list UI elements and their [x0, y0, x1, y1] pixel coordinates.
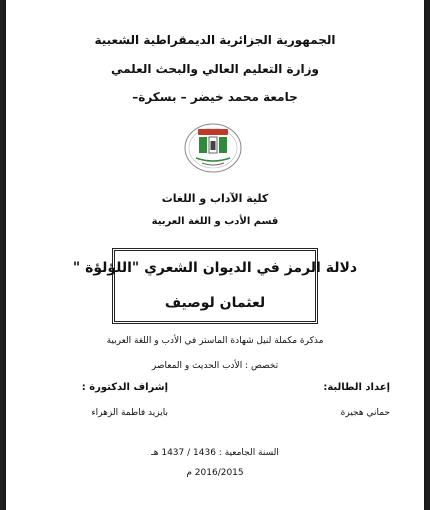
thesis-title-line2: لعثمان لوصيف [164, 295, 266, 311]
supervisor-label: إشراف الدكتورة : [81, 382, 168, 393]
thesis-description: مذكرة مكملة لنيل شهادة الماستر في الأدب و اللغة العربية [106, 336, 324, 346]
thesis-title-line1: دلالة الرمز في الديوان الشعري "اللؤلؤة " [72, 260, 358, 276]
faculty-name: كلية الآداب و اللغات [161, 192, 269, 205]
student-name: حماني هجيرة [340, 408, 390, 418]
ministry-heading: وزارة التعليم العالي والبحث العلمي [110, 62, 320, 76]
document-page [6, 0, 424, 510]
university-logo [182, 118, 244, 174]
supervisor-name: بايزيد فاطمة الزهراء [91, 408, 168, 418]
specialization: تخصص : الأدب الحديث و المعاصر [151, 361, 279, 371]
university-heading: جامعة محمد خيضر – بسكرة– [132, 90, 298, 104]
academic-year-gregorian: 2016/2015 م [186, 468, 244, 478]
republic-heading: الجمهورية الجزائرية الديمقراطية الشعبية [94, 33, 336, 47]
student-label: إعداد الطالبة: [323, 382, 390, 393]
academic-year-hijri: السنة الجامعية : 1436 / 1437 هـ [151, 448, 279, 458]
department-name: قسم الأدب و اللغة العربية [151, 216, 279, 227]
